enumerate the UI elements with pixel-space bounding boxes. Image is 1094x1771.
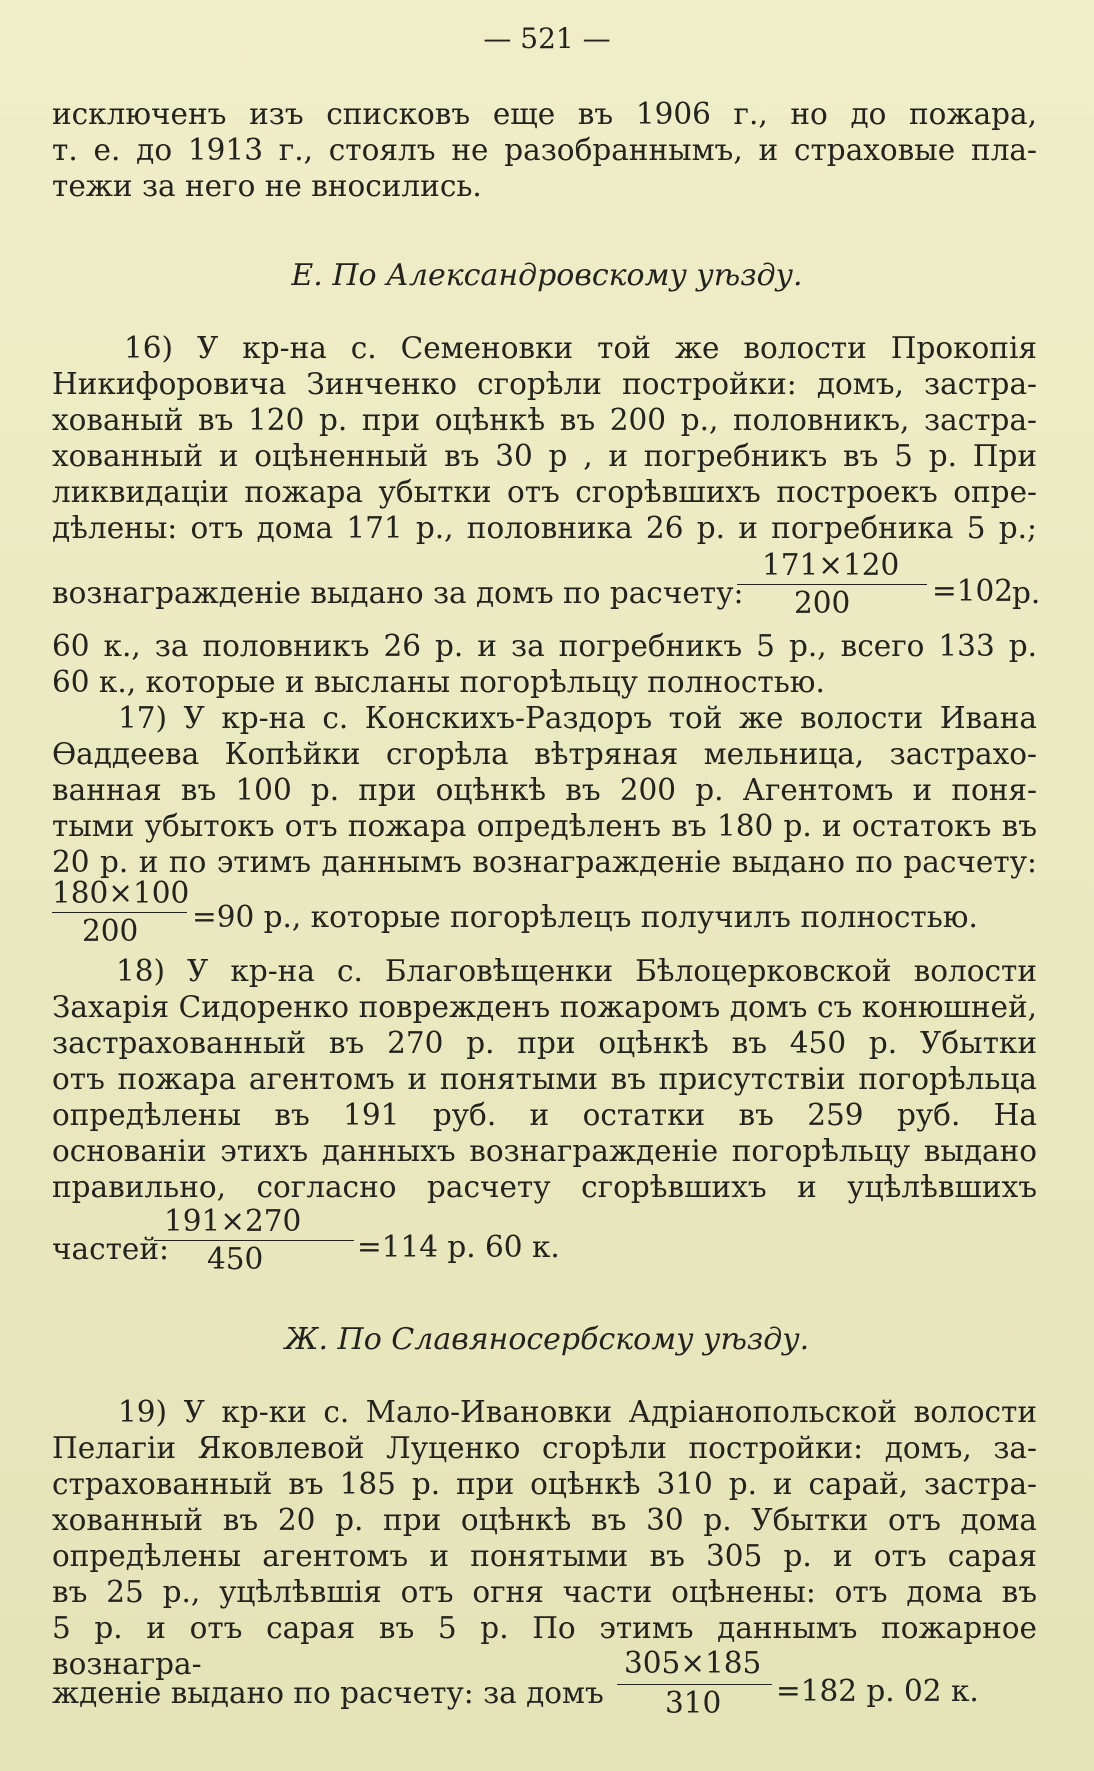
text-line: основаніи этихъ данныхъ вознагражденіе погорѣльцу выдано: [52, 1134, 1037, 1168]
text-line: опредѣлены агентомъ и понятыми въ 305 р. и отъ сарая: [52, 1539, 1037, 1573]
text-line: 20 р. и по этимъ даннымъ вознагражденіе выдано по расчету:: [52, 845, 1037, 879]
fraction-numerator: 171×120: [762, 548, 900, 582]
text-line: 16) У кр-на с. Семеновки той же волости Прокопія: [124, 331, 1037, 365]
text-line: 17) У кр-на с. Конскихъ-Раздоръ той же волости Ивана: [118, 701, 1037, 735]
fraction-bar: [737, 584, 927, 585]
text-line: тыми убытокъ отъ пожара опредѣленъ въ 180 р. и остатокъ въ: [52, 809, 1037, 843]
section-heading-e: Е. По Александровскому уѣзду.: [291, 258, 803, 293]
formula-result: =102: [932, 574, 1014, 608]
text-line: 18) У кр-на с. Благовѣщенки Бѣлоцерковской волости: [116, 954, 1037, 988]
fraction-bar: [154, 1240, 354, 1241]
fraction-denominator: 310: [665, 1686, 722, 1720]
section-heading-zh: Ж. По Славяносербскому уѣзду.: [284, 1322, 810, 1357]
text-line: правильно, согласно расчету сгорѣвшихъ и уцѣлѣвшихъ: [52, 1170, 1037, 1204]
formula-result: =182 р. 02 к.: [776, 1674, 979, 1708]
fraction-denominator: 450: [207, 1242, 264, 1276]
text-line: хованный и оцѣненный въ 30 р , и погребникъ въ 5 р. При: [52, 439, 1037, 473]
text-line: въ 25 р., уцѣлѣвшія отъ огня части оцѣнены: отъ дома въ: [52, 1575, 1037, 1609]
fraction-numerator: 180×100: [52, 876, 190, 910]
page-number: — 521 —: [483, 22, 611, 55]
text-line: застрахованный въ 270 р. при оцѣнкѣ въ 450 р. Убытки: [52, 1026, 1037, 1060]
fraction-denominator: 200: [794, 586, 851, 620]
text-line: Никифоровича Зинченко сгорѣли постройки: домъ, застра-: [52, 367, 1037, 401]
fraction-numerator: 191×270: [164, 1204, 302, 1238]
formula-prefix: жденіе выдано по расчету: за домъ: [52, 1676, 604, 1710]
text-line: 60 к., которые и высланы погорѣльцу полностью.: [52, 665, 825, 699]
text-line: страхованный въ 185 р. при оцѣнкѣ 310 р. и сарай, застра-: [52, 1467, 1037, 1501]
formula-line: [52, 548, 1041, 628]
formula-line: [52, 1646, 1037, 1726]
text-line: Захарія Сидоренко поврежденъ пожаромъ домъ съ конюшней,: [52, 990, 1037, 1024]
formula-line: [52, 1204, 1037, 1284]
text-line: опредѣлены въ 191 руб. и остатки въ 259 руб. На: [52, 1098, 1037, 1132]
text-line: тежи за него не вносились.: [52, 169, 482, 203]
text-line: Пелагіи Яковлевой Луценко сгорѣли постройки: домъ, за-: [52, 1431, 1037, 1465]
text-line: хованный въ 20 р. при оцѣнкѣ въ 30 р. Убытки отъ дома: [52, 1503, 1037, 1537]
fraction-denominator: 200: [82, 914, 139, 948]
formula-result: =90 р., которые погорѣлецъ получилъ полностью.: [192, 900, 978, 934]
text-line: Ѳаддеева Копѣйки сгорѣла вѣтряная мельница, застрахо-: [52, 737, 1037, 771]
fraction-bar: [617, 1684, 772, 1685]
text-line: 60 к., за половникъ 26 р. и за погребникъ 5 р., всего 133 р.: [52, 629, 1037, 663]
fraction-bar: [52, 912, 187, 913]
fraction-numerator: 305×185: [624, 1646, 762, 1680]
text-line: хованый въ 120 р. при оцѣнкѣ въ 200 р., половникъ, застра-: [52, 403, 1037, 437]
formula-suffix: р.: [1012, 576, 1041, 610]
text-line: дѣлены: отъ дома 171 р., половника 26 р. и погребника 5 р.;: [52, 511, 1037, 545]
formula-line: [52, 876, 1037, 956]
text-line: исключенъ изъ списковъ еще въ 1906 г., но до пожара,: [52, 97, 1037, 131]
formula-prefix: частей:: [52, 1232, 169, 1266]
text-line: ванная въ 100 р. при оцѣнкѣ въ 200 р. Агентомъ и поня-: [52, 773, 1037, 807]
text-line: ликвидаціи пожара убытки отъ сгорѣвшихъ построекъ опре-: [52, 475, 1037, 509]
text-line: т. е. до 1913 г., стоялъ не разобраннымъ, и страховые пла-: [52, 133, 1037, 167]
formula-prefix: вознагражденіе выдано за домъ по расчету:: [52, 576, 744, 610]
formula-result: =114 р. 60 к.: [357, 1230, 560, 1264]
text-line: 19) У кр-ки с. Мало-Ивановки Адріанопольской волости: [118, 1395, 1037, 1429]
text-line: отъ пожара агентомъ и понятыми въ присутствіи погорѣльца: [52, 1062, 1037, 1096]
text-line: 5 р. и отъ сарая въ 5 р. По этимъ даннымъ пожарное вознагра-: [52, 1611, 1037, 1682]
